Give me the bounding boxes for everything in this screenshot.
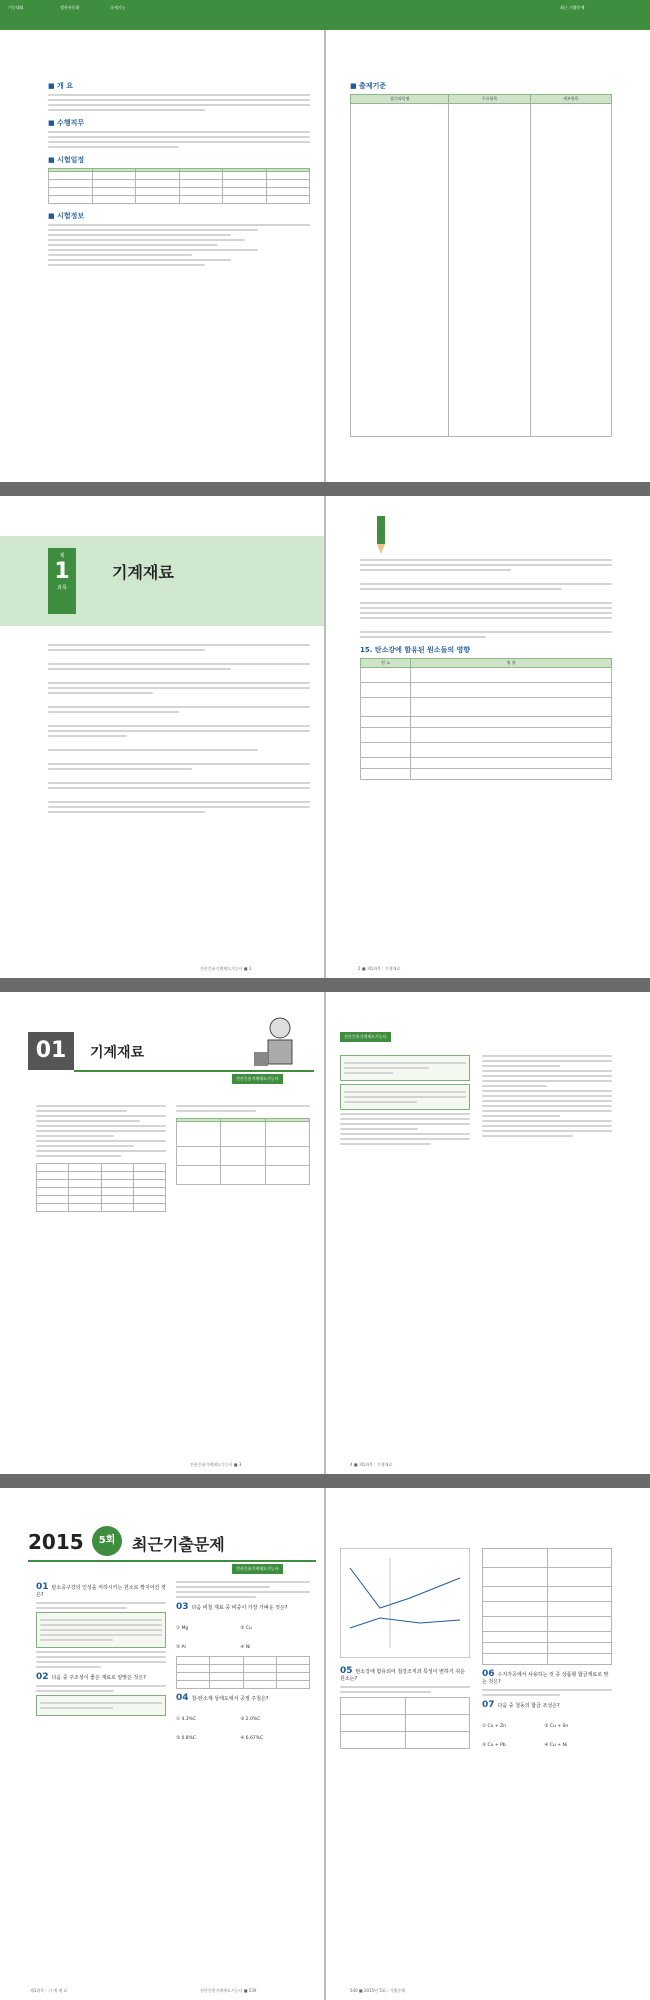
question-7: 07 다음 중 청동의 합금 조성은? bbox=[482, 1700, 560, 1710]
q7-option-3[interactable]: ③ Cu + Pb bbox=[482, 1743, 506, 1748]
part-title: 기계재료 bbox=[112, 563, 174, 582]
exam-round: 5회 bbox=[92, 1526, 122, 1556]
spread-1 bbox=[0, 0, 650, 482]
right-banner: 전산응용기계제도기능사 bbox=[340, 1032, 391, 1042]
part-number: 1 bbox=[54, 559, 70, 584]
q4-option-1[interactable]: ① 4.3%C bbox=[176, 1717, 197, 1722]
right-col-2 bbox=[482, 1052, 612, 1140]
question-1: 01 탄소공구강의 인성을 저하시키는 원소로 짝지어진 것은? bbox=[36, 1582, 166, 1598]
chapter-subtitle: 전산응용기계제도기능사 bbox=[232, 1074, 283, 1084]
gutter bbox=[324, 496, 326, 978]
header-band bbox=[0, 0, 650, 30]
question-6: 06 수지가공에서 사용하는 것 중 상품형 합금재료로 맞는 것은? bbox=[482, 1669, 609, 1685]
q5-table bbox=[340, 1697, 470, 1749]
elements-title: 15. 탄소강에 함유된 원소들의 영향 bbox=[360, 646, 471, 654]
pencil-icon bbox=[374, 516, 388, 556]
criteria-col-3: 세부항목 bbox=[530, 95, 611, 104]
elements-table bbox=[482, 1548, 612, 1665]
left-col-1 bbox=[36, 1102, 166, 1212]
right-col-1 bbox=[340, 1548, 470, 1749]
alloy-table bbox=[176, 1118, 310, 1185]
left-col-2 bbox=[176, 1102, 310, 1185]
q7-option-2[interactable]: ② Cu + Sn bbox=[544, 1724, 569, 1729]
criteria-title: ■ 출제기준 bbox=[350, 82, 387, 90]
exam-info-title: ■ 시험정보 bbox=[48, 212, 85, 220]
elements-col-1: 원 소 bbox=[361, 659, 411, 668]
exam-subtitle: 전산응용기계제도기능사 bbox=[232, 1564, 283, 1574]
q7-option-4[interactable]: ④ Cu + Ni bbox=[544, 1743, 568, 1748]
footer-left: 제1과목 - 기 계 재 료 bbox=[30, 1988, 68, 1993]
gutter bbox=[324, 1488, 326, 2000]
q7-option-1[interactable]: ① Cu + Zn bbox=[482, 1724, 507, 1729]
gutter bbox=[324, 992, 326, 1474]
question-4: 04 철-탄소계 상태도에서 공정 주철은? bbox=[176, 1693, 269, 1703]
q3-option-4[interactable]: ④ Ni bbox=[240, 1645, 251, 1650]
duties-title: ■ 수행직무 bbox=[48, 119, 85, 127]
left-col-2 bbox=[176, 1578, 310, 1743]
footer-left: 전산응용기계제도기능사 ■ 3 bbox=[190, 1462, 242, 1467]
density-table bbox=[176, 1656, 310, 1689]
right-col-2 bbox=[482, 1548, 612, 1750]
q4-option-4[interactable]: ④ 6.67%C bbox=[240, 1736, 264, 1741]
q3-option-3[interactable]: ③ Al bbox=[176, 1645, 186, 1650]
header-tab-2: 생산자동화 bbox=[60, 5, 80, 10]
header-tab-3: 국제기능 bbox=[110, 5, 126, 10]
left-page-content bbox=[48, 641, 310, 816]
overview-title: ■ 개 요 bbox=[48, 82, 74, 90]
criteria-table bbox=[350, 94, 612, 437]
elements-col-2: 영 향 bbox=[411, 659, 612, 668]
q3-option-1[interactable]: ① Mg bbox=[176, 1626, 189, 1631]
chapter-number: 01 bbox=[28, 1032, 74, 1070]
footer-right: 2 ■ 제1과목 : 기계재료 bbox=[358, 966, 401, 971]
exam-title: 최근기출문제 bbox=[132, 1535, 225, 1554]
question-5: 05 탄소강에 함유되어 철강조직과 특성이 변하기 쉬운 원소는? bbox=[340, 1666, 465, 1682]
question-2: 02 다음 중 주조성이 좋은 재료로 알맞은 것은? bbox=[36, 1672, 146, 1682]
density-table bbox=[36, 1163, 166, 1212]
chapter-title: 기계재료 bbox=[90, 1045, 145, 1061]
footer-right: 540 ■ 2015년 5회 : 기출문제 bbox=[350, 1988, 406, 1993]
spread-3 bbox=[0, 992, 650, 1474]
criteria-col-2: 주요항목 bbox=[449, 95, 530, 104]
q4-option-3[interactable]: ③ 0.8%C bbox=[176, 1736, 197, 1741]
q3-option-2[interactable]: ② Cu bbox=[240, 1626, 252, 1631]
spread-4 bbox=[0, 1488, 650, 2000]
footer-right: 4 ■ 제1과목 : 기계재료 bbox=[350, 1462, 393, 1467]
mascot-illustration bbox=[250, 1012, 310, 1070]
header-right-title: 최근 기출문제 bbox=[560, 5, 585, 10]
q4-option-2[interactable]: ② 2.0%C bbox=[240, 1717, 261, 1722]
right-page-content bbox=[360, 556, 612, 780]
criteria-col-1: 필기과목명 bbox=[351, 95, 449, 104]
elements-table bbox=[360, 658, 612, 780]
schedule-title: ■ 시험일정 bbox=[48, 156, 85, 164]
schedule-table bbox=[48, 168, 310, 204]
exam-year: 2015 bbox=[28, 1530, 84, 1554]
gutter bbox=[324, 30, 326, 482]
footer-page: 전산응용기계제도기능사 ■ 539 bbox=[200, 1988, 257, 1993]
header-tab-1: 기능대회 bbox=[8, 5, 24, 10]
part-badge: 제 1 과목 bbox=[48, 548, 76, 614]
left-page-content bbox=[48, 74, 310, 269]
footer-left: 전산응용기계제도기능사 ■ 1 bbox=[200, 966, 252, 971]
right-page-content bbox=[350, 74, 612, 437]
right-col-1 bbox=[340, 1052, 470, 1148]
question-3: 03 다음 비철 재료 중 비중이 가장 가벼운 것은? bbox=[176, 1602, 288, 1612]
left-col-1 bbox=[36, 1578, 166, 1719]
spread-2 bbox=[0, 496, 650, 978]
fe-c-diagram bbox=[340, 1548, 470, 1658]
